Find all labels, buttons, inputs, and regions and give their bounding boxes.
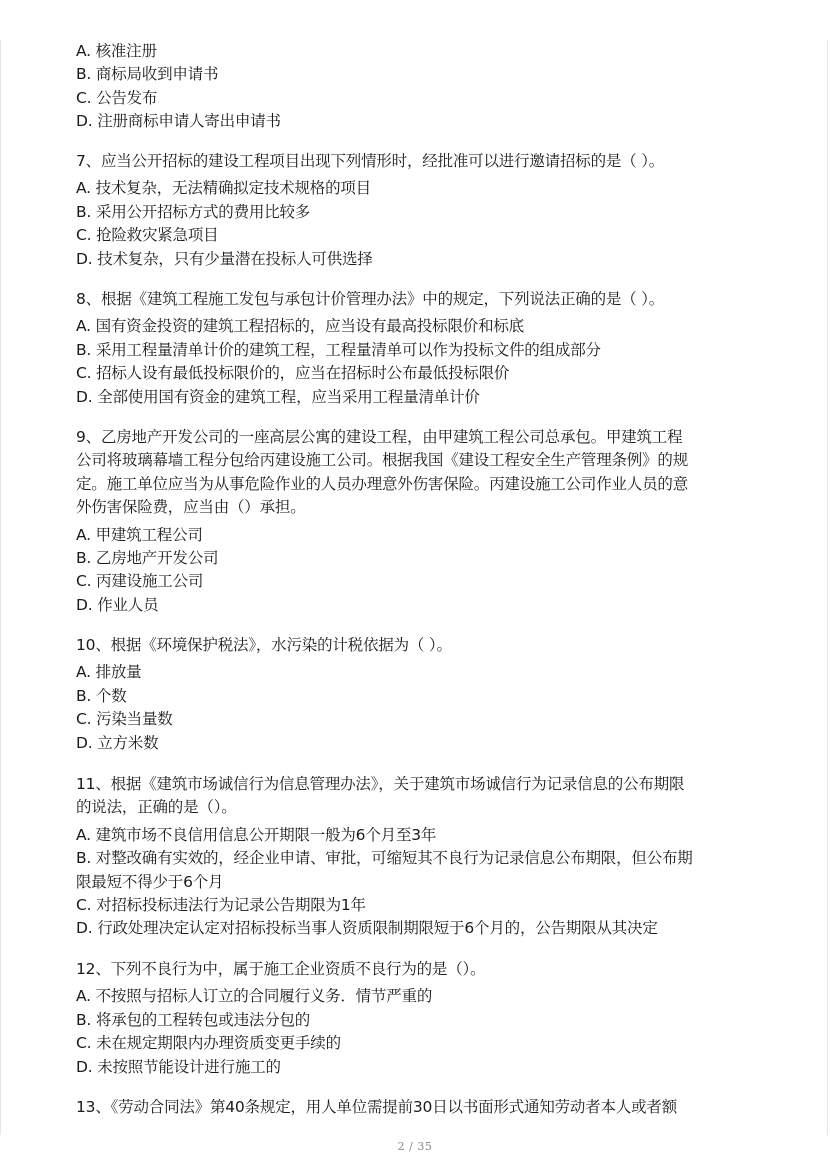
stem-line: 10、根据《环境保护税法》，水污染的计税依据为（ ）。 [76, 636, 452, 654]
option-d: D. 立方米数 [76, 733, 159, 752]
option-b: B. 乙房地产开发公司 [76, 549, 219, 568]
option-b: B. 商标局收到申请书 [76, 65, 219, 84]
option-b: B. 采用公开招标方式的费用比较多 [76, 202, 311, 221]
question-stem [76, 773, 693, 820]
option-a: A. 建筑市场不良信用信息公开期限一般为6个月至3年 [76, 825, 437, 844]
option-c: C. 公告发布 [76, 88, 158, 107]
stem-line: 公司将玻璃幕墙工程分包给丙建设施工公司。根据我国《建设工程安全生产管理条例》的规 [76, 451, 689, 470]
question-9 [76, 426, 688, 617]
stem-line: 外伤害保险费，应当由（）承担。 [76, 498, 306, 517]
option-d: D. 作业人员 [76, 595, 159, 614]
question-stem [76, 150, 664, 173]
stem-line: 7、应当公开招标的建设工程项目出现下列情形时，经批准可以进行邀请招标的是（ ）。 [76, 152, 665, 170]
option-list [76, 524, 688, 618]
question-stem [76, 1096, 677, 1119]
document-page [0, 40, 828, 1135]
question-stem [76, 426, 688, 520]
question-11 [76, 773, 693, 941]
option-list [76, 985, 485, 1079]
question-8 [76, 288, 664, 409]
option-a: A. 排放量 [76, 663, 142, 682]
option-d: D. 未按照节能设计进行施工的 [76, 1057, 281, 1076]
option-list [76, 177, 664, 271]
option-b-continued: 限最短不得少于6个月 [76, 872, 224, 891]
carryover-options [76, 40, 281, 134]
option-a: A. 甲建筑工程公司 [76, 525, 203, 544]
option-d: D. 行政处理决定认定对招标投标当事人资质限制期限短于6个月的，公告期限从其决定 [76, 919, 658, 938]
option-a: A. 国有资金投资的建筑工程招标的，应当设有最高投标限价和标底 [76, 317, 524, 336]
option-b: B. 采用工程量清单计价的建筑工程，工程量清单可以作为投标文件的组成部分 [76, 340, 601, 359]
question-stem [76, 634, 452, 657]
stem-line: 的说法，正确的是（）。 [76, 798, 237, 817]
option-c: C. 对招标投标违法行为记录公告期限为1年 [76, 896, 366, 915]
option-a: A. 不按照与招标人订立的合同履行义务．情节严重的 [76, 987, 433, 1006]
question-12 [76, 958, 485, 1079]
stem-line: 12、下列不良行为中，属于施工企业资质不良行为的是（）。 [76, 960, 486, 978]
option-c: C. 丙建设施工公司 [76, 572, 204, 591]
option-b: B. 个数 [76, 686, 127, 705]
option-b: B. 将承包的工程转包或违法分包的 [76, 1010, 311, 1029]
stem-line: 13、《劳动合同法》第40条规定，用人单位需提前30日以书面形式通知劳动者本人或者额 [76, 1098, 678, 1116]
stem-line: 9、乙房地产开发公司的一座高层公寓的建设工程，由甲建筑工程公司总承包。甲建筑工程 [76, 428, 683, 446]
option-d: D. 注册商标申请人寄出申请书 [76, 112, 281, 131]
question-7 [76, 150, 664, 271]
option-b: B. 对整改确有实效的，经企业申请、审批，可缩短其不良行为记录信息公布期限，但公布期 [76, 849, 693, 868]
stem-line: 11、根据《建筑市场诚信行为信息管理办法》，关于建筑市场诚信行为记录信息的公布期限 [76, 775, 685, 793]
stem-line: 定。施工单位应当为从事危险作业的人员办理意外伤害保险。丙建设施工公司作业人员的意 [76, 474, 689, 493]
question-stem [76, 288, 664, 311]
option-list [76, 315, 664, 409]
option-a: A. 技术复杂，无法精确拟定技术规格的项目 [76, 179, 371, 198]
option-c: C. 未在规定期限内办理资质变更手续的 [76, 1034, 341, 1053]
option-c: C. 污染当量数 [76, 710, 173, 729]
option-c: C. 抢险救灾紧急项目 [76, 226, 219, 245]
option-d: D. 全部使用国有资金的建筑工程，应当采用工程量清单计价 [76, 387, 480, 406]
option-c: C. 招标人设有最低投标限价的，应当在招标时公布最低投标限价 [76, 364, 510, 383]
option-list [76, 661, 452, 755]
question-stem [76, 958, 485, 981]
option-list [76, 824, 693, 941]
stem-line: 8、根据《建筑工程施工发包与承包计价管理办法》中的规定，下列说法正确的是（ ）。 [76, 290, 665, 308]
option-a: A. 核准注册 [76, 42, 157, 60]
question-13 [76, 1096, 677, 1119]
question-10 [76, 634, 452, 755]
option-d: D. 技术复杂，只有少量潜在投标人可供选择 [76, 249, 373, 268]
page-indicator: 2 / 35 [397, 1140, 433, 1153]
